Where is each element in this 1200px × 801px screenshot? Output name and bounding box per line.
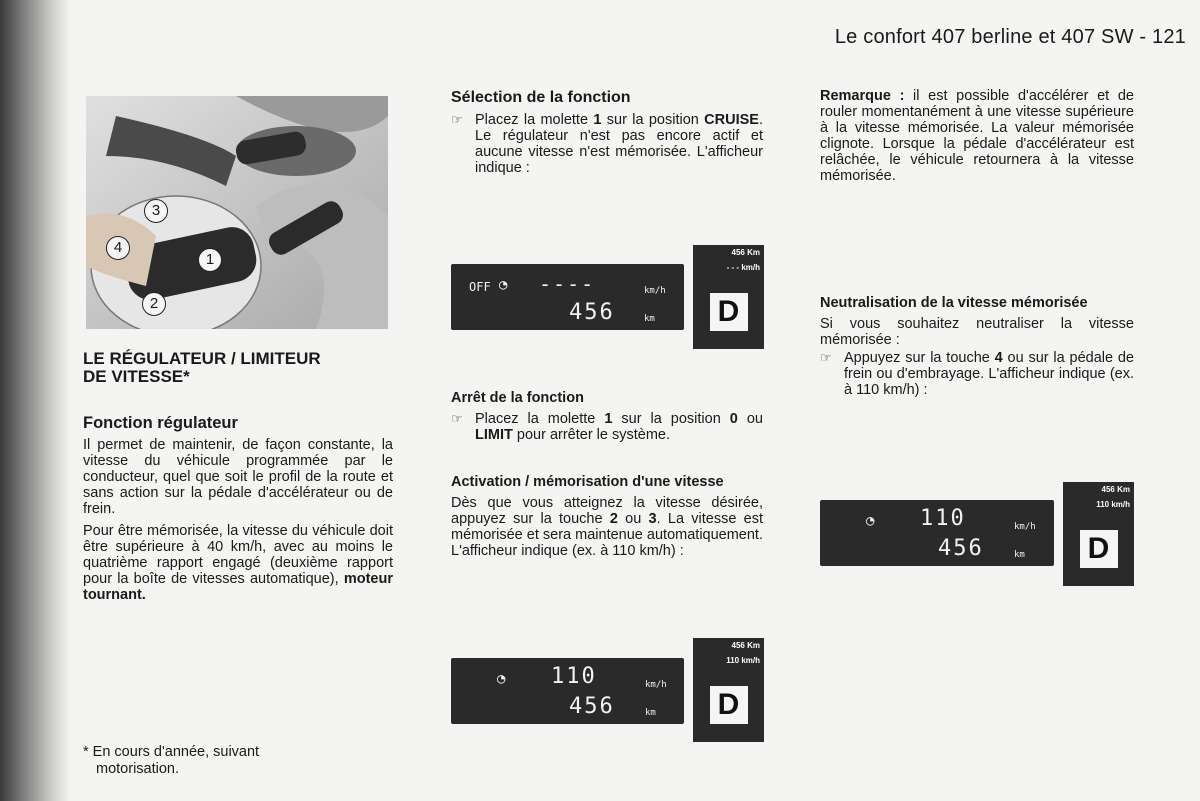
box-line-1: 456 Km xyxy=(731,641,760,650)
speed-unit: km/h xyxy=(644,286,666,296)
callout-3: 3 xyxy=(144,199,168,223)
speedometer-icon: ◔ xyxy=(866,513,875,529)
speedometer-icon: ◔ xyxy=(497,671,506,687)
box-line-2: 110 km/h xyxy=(726,656,760,665)
left-column xyxy=(83,415,393,603)
box-line-1: 456 Km xyxy=(731,248,760,257)
speed-unit: km/h xyxy=(1014,522,1036,532)
box-line-2: 110 km/h xyxy=(1096,500,1130,509)
cruise-control-stalk-photo-icon xyxy=(86,96,388,329)
neutral-intro: Si vous souhaitez neutraliser la vitesse mémorisée : xyxy=(820,316,1134,348)
display-neutralised xyxy=(820,482,1134,586)
gear-indicator: D xyxy=(1080,530,1118,568)
odometer-readout: 456 xyxy=(569,694,615,719)
odometer-unit: km xyxy=(645,708,656,718)
middle-column-arret xyxy=(451,390,763,443)
lcd-panel xyxy=(451,658,684,724)
paragraph-memorisation: Pour être mémorisée, la vitesse du véhicule doit être supérieure à 40 km/h, avec au moins le quatrième rapport engagé (deuxième rapport pour la boîte de vitesses automatique), moteur tournant. xyxy=(83,523,393,603)
speedometer-icon: ◔ xyxy=(499,277,508,293)
box-line-2: - - - km/h xyxy=(726,263,760,272)
callout-2: 2 xyxy=(142,292,166,316)
page-header: Le confort 407 berline et 407 SW - 121 xyxy=(834,26,1186,48)
selection-bullet: ☞ Placez la molette 1 sur la position CRUISE. Le régulateur n'est pas encore actif et aucune vitesse n'est mémorisée. L'afficheur indique : xyxy=(451,112,763,176)
neutral-bullet: ☞ Appuyez sur la touche 4 ou sur la pédale de frein ou d'embrayage. L'afficheur indique (ex. à 110 km/h) : xyxy=(820,350,1134,398)
middle-column-selection xyxy=(451,90,763,176)
title-line-1: LE RÉGULATEUR / LIMITEUR xyxy=(83,349,321,368)
section-title xyxy=(83,350,393,386)
pointing-hand-icon: ☞ xyxy=(451,411,463,426)
off-indicator: OFF xyxy=(469,280,491,294)
callout-4: 4 xyxy=(106,236,130,260)
neutral-title: Neutralisation de la vitesse mémorisée xyxy=(820,295,1088,311)
speed-readout: 110 xyxy=(920,506,966,531)
title-line-2: DE VITESSE* xyxy=(83,367,190,386)
speed-unit: km/h xyxy=(645,680,667,690)
speed-readout: ---- xyxy=(539,272,596,296)
callout-1: 1 xyxy=(198,248,222,272)
lcd-panel xyxy=(820,500,1054,566)
odometer-readout: 456 xyxy=(938,536,984,561)
speed-readout: 110 xyxy=(551,664,597,689)
gear-indicator: D xyxy=(710,293,748,331)
gear-box xyxy=(1063,482,1134,586)
pointing-hand-icon: ☞ xyxy=(820,350,832,365)
display-active xyxy=(451,638,764,742)
odometer-unit: km xyxy=(1014,550,1025,560)
odometer-unit: km xyxy=(644,314,655,324)
lcd-panel xyxy=(451,264,684,330)
middle-column-activation: Activation / mémorisation d'une vitesse Dès que vous atteignez la vitesse désirée, appuyez sur la touche 2 ou 3. La vitesse est mémorisée et sera maintenue automatiquement. L'afficheur indique (ex. à 110 km/h) : xyxy=(451,474,764,559)
gear-indicator: D xyxy=(710,686,748,724)
pointing-hand-icon: ☞ xyxy=(451,112,463,127)
book-spine-shadow xyxy=(0,0,70,801)
footnote: * En cours d'année, suivant motorisation. xyxy=(83,744,260,777)
right-column-neutralisation xyxy=(820,295,1134,398)
display-off xyxy=(451,245,764,349)
activation-title: Activation / mémorisation d'une vitesse xyxy=(451,474,724,490)
odometer-readout: 456 xyxy=(569,300,615,325)
selection-title: Sélection de la fonction xyxy=(451,89,631,106)
stalk-photo xyxy=(86,96,388,329)
subtitle-fonction-regulateur: Fonction régulateur xyxy=(83,414,238,432)
box-line-1: 456 Km xyxy=(1101,485,1130,494)
right-column-remarque: Remarque : il est possible d'accélérer et de rouler momentanément à une vitesse supérieure à la vitesse mémorisée. La valeur mémorisée clignote. Lorsque la pédale d'accélérateur est relâchée, le véhicule retournera à la vitesse mémorisée. xyxy=(820,88,1134,184)
gear-box xyxy=(693,638,764,742)
arret-bullet: ☞ Placez la molette 1 sur la position 0 ou LIMIT pour arrêter le système. xyxy=(451,411,763,443)
arret-title: Arrêt de la fonction xyxy=(451,390,584,406)
gear-box xyxy=(693,245,764,349)
paragraph-intro: Il permet de maintenir, de façon constante, la vitesse du véhicule programmée par le conducteur, quel que soit le profil de la route et sans action sur la pédale d'accélérateur ou de frein. xyxy=(83,437,393,517)
